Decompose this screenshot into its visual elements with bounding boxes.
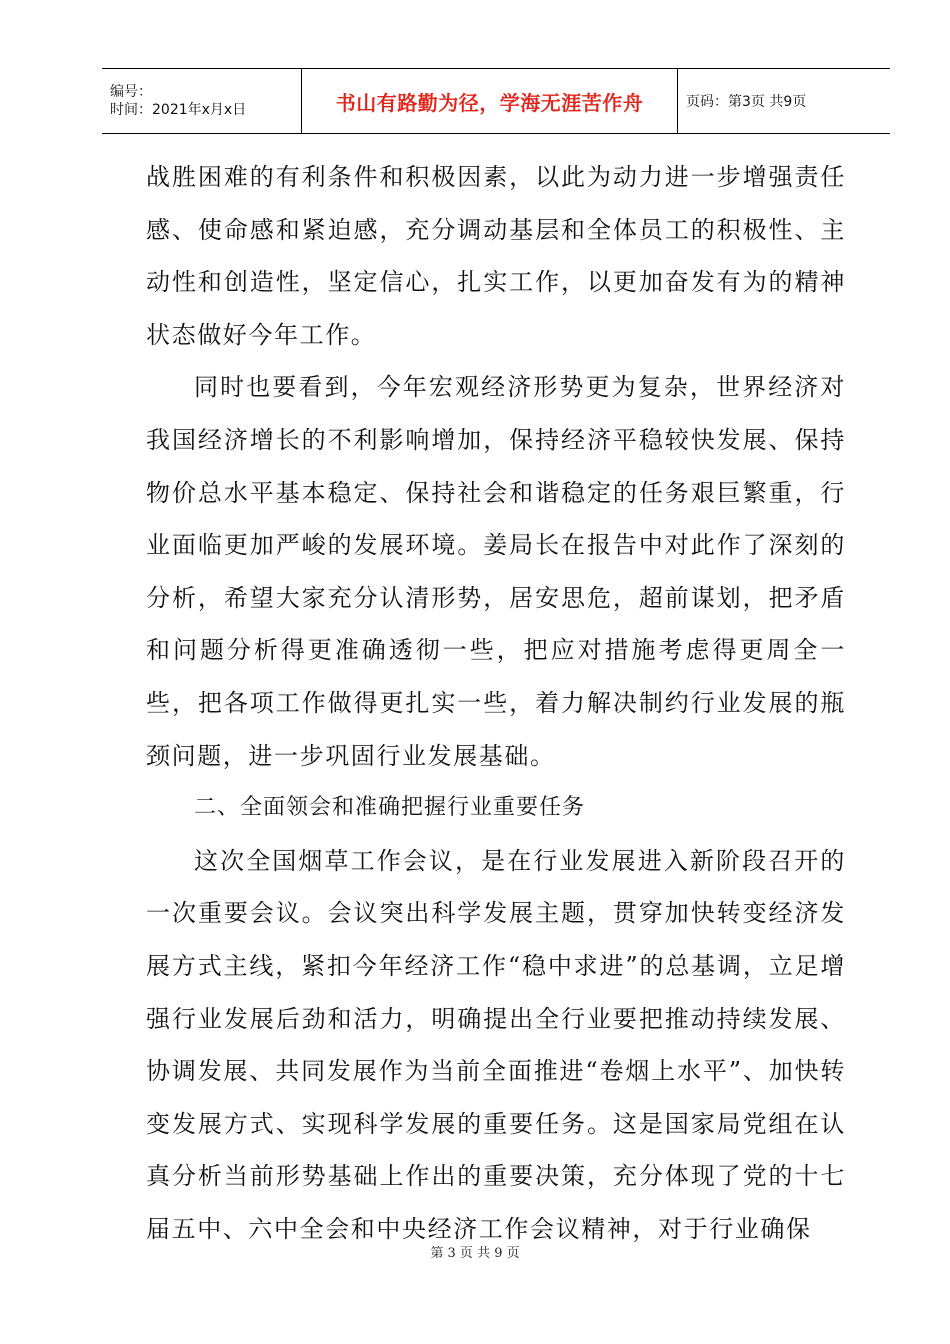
header-motto: 书山有路勤为径，学海无涯苦作舟 bbox=[302, 69, 678, 133]
header-page-code: 页码：第3页 共9页 bbox=[686, 94, 807, 110]
paragraph-1: 战胜困难的有利条件和积极因素，以此为动力进一步增强责任感、使命感和紧迫感，充分调动基层和全体员工的积极性、主动性和创造性，坚定信心，扎实工作，以更加奋发有为的精神状态做好今年工作。 bbox=[146, 163, 846, 349]
document-body bbox=[146, 151, 846, 1255]
document-number-label: 编号： bbox=[110, 84, 152, 100]
document-date-label: 时间：2021年x月x日 bbox=[110, 102, 247, 118]
paragraph-2: 同时也要看到，今年宏观经济形势更为复杂，世界经济对我国经济增长的不利影响增加，保持经济平稳较快发展、保持物价总水平基本稳定、保持社会和谐稳定的任务艰巨繁重，行业面临更加严峻的发展环境。姜局长在报告中对此作了深刻的分析，希望大家充分认清形势，居安思危，超前谋划，把矛盾和问题分析得更准确透彻一些，把应对措施考虑得更周全一些，把各项工作做得更扎实一些，着力解决制约行业发展的瓶颈问题，进一步巩固行业发展基础。 bbox=[146, 373, 846, 770]
header-meta bbox=[102, 69, 302, 133]
section-heading-2: 二、全面领会和准确把握行业重要任务 bbox=[194, 795, 586, 821]
page-footer: 第 3 页 共 9 页 bbox=[430, 1246, 520, 1261]
paragraph-3: 这次全国烟草工作会议，是在行业发展进入新阶段召开的一次重要会议。会议突出科学发展主题，贯穿加快转变经济发展方式主线，紧扣今年经济工作“稳中求进”的总基调，立足增强行业发展后劲和活力，明确提出全行业要把推动持续发展、协调发展、共同发展作为当前全面推进“卷烟上水平”、加快转变发展方式、实现科学发展的重要任务。这是国家局党组在认真分析当前形势基础上作出的重要决策，充分体现了党的十七届五中、六中全会和中央经济工作会议精神，对于行业确保 bbox=[146, 846, 846, 1243]
page-header bbox=[102, 68, 890, 134]
